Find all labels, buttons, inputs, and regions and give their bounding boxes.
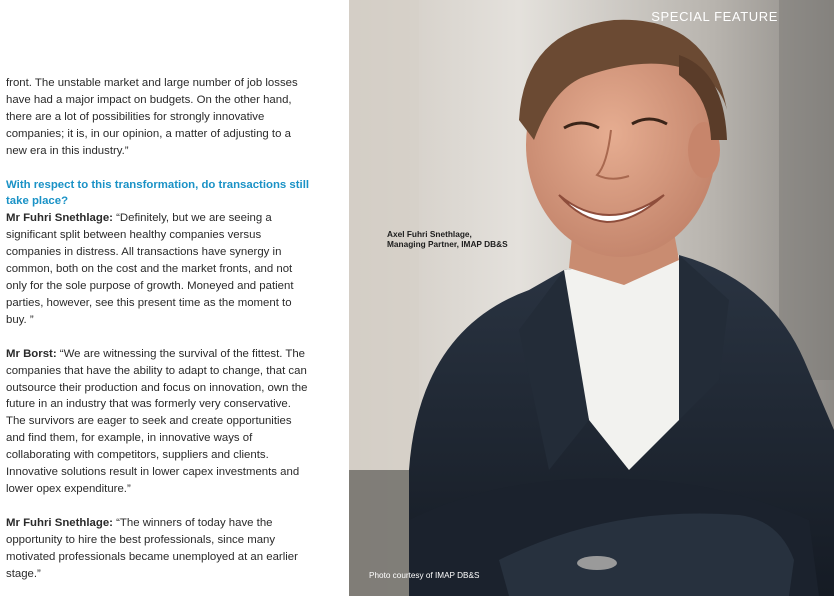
answer-text: “The winners of today have the opportunity to hire the best professionals, since many motivated professionals became unemployed at an earlier stage.” [6, 516, 298, 580]
portrait-illustration [349, 0, 834, 596]
answer-paragraph [6, 346, 312, 498]
answer-paragraph [6, 515, 312, 583]
speaker-name: Mr Fuhri Snethlage: [6, 212, 113, 225]
article-paragraph: front. The unstable market and large number of job losses have had a major impact on budgets. On the other hand, there are a lot of possibilities for strongly innovative companies; it is, in our opinion, a matter of adjusting to a new era in this industry.” [6, 77, 298, 157]
article-column [6, 75, 312, 596]
caption-name: Axel Fuhri Snethlage, [387, 229, 472, 239]
answer-text: “We are witnessing the survival of the fittest. The companies that have the ability to adapt to change, that can outsource their production and focus on innovation, own the future in an industry that was formerly very conservative. The survivors are eager to seek and create opportunities and find them, for example, in innovative ways of collaborating with competitors, suppliers and clients. Innovative solutions result in lower capex investments and lower opex expenditure.” [6, 347, 308, 495]
photo-caption [387, 229, 508, 249]
caption-title: Managing Partner, IMAP DB&S [387, 239, 508, 249]
answer-paragraph [6, 210, 312, 328]
photo-credit: Photo courtesy of IMAP DB&S [369, 571, 480, 580]
answer-text: “Definitely, but we are seeing a significant split between healthy companies versus companies in distress. All transactions have synergy in common, both on the cost and the market fronts, and not only for the sole purpose of growth. Moneyed and patient parties, however, see this present time as the moment to buy. ” [6, 212, 294, 326]
interview-question: With respect to this transformation, do transactions still take place? [6, 178, 310, 208]
speaker-name: Mr Borst: [6, 347, 57, 360]
portrait-photo [349, 0, 834, 596]
speaker-name: Mr Fuhri Snethlage: [6, 516, 113, 529]
section-label: SPECIAL FEATURE [651, 9, 778, 24]
